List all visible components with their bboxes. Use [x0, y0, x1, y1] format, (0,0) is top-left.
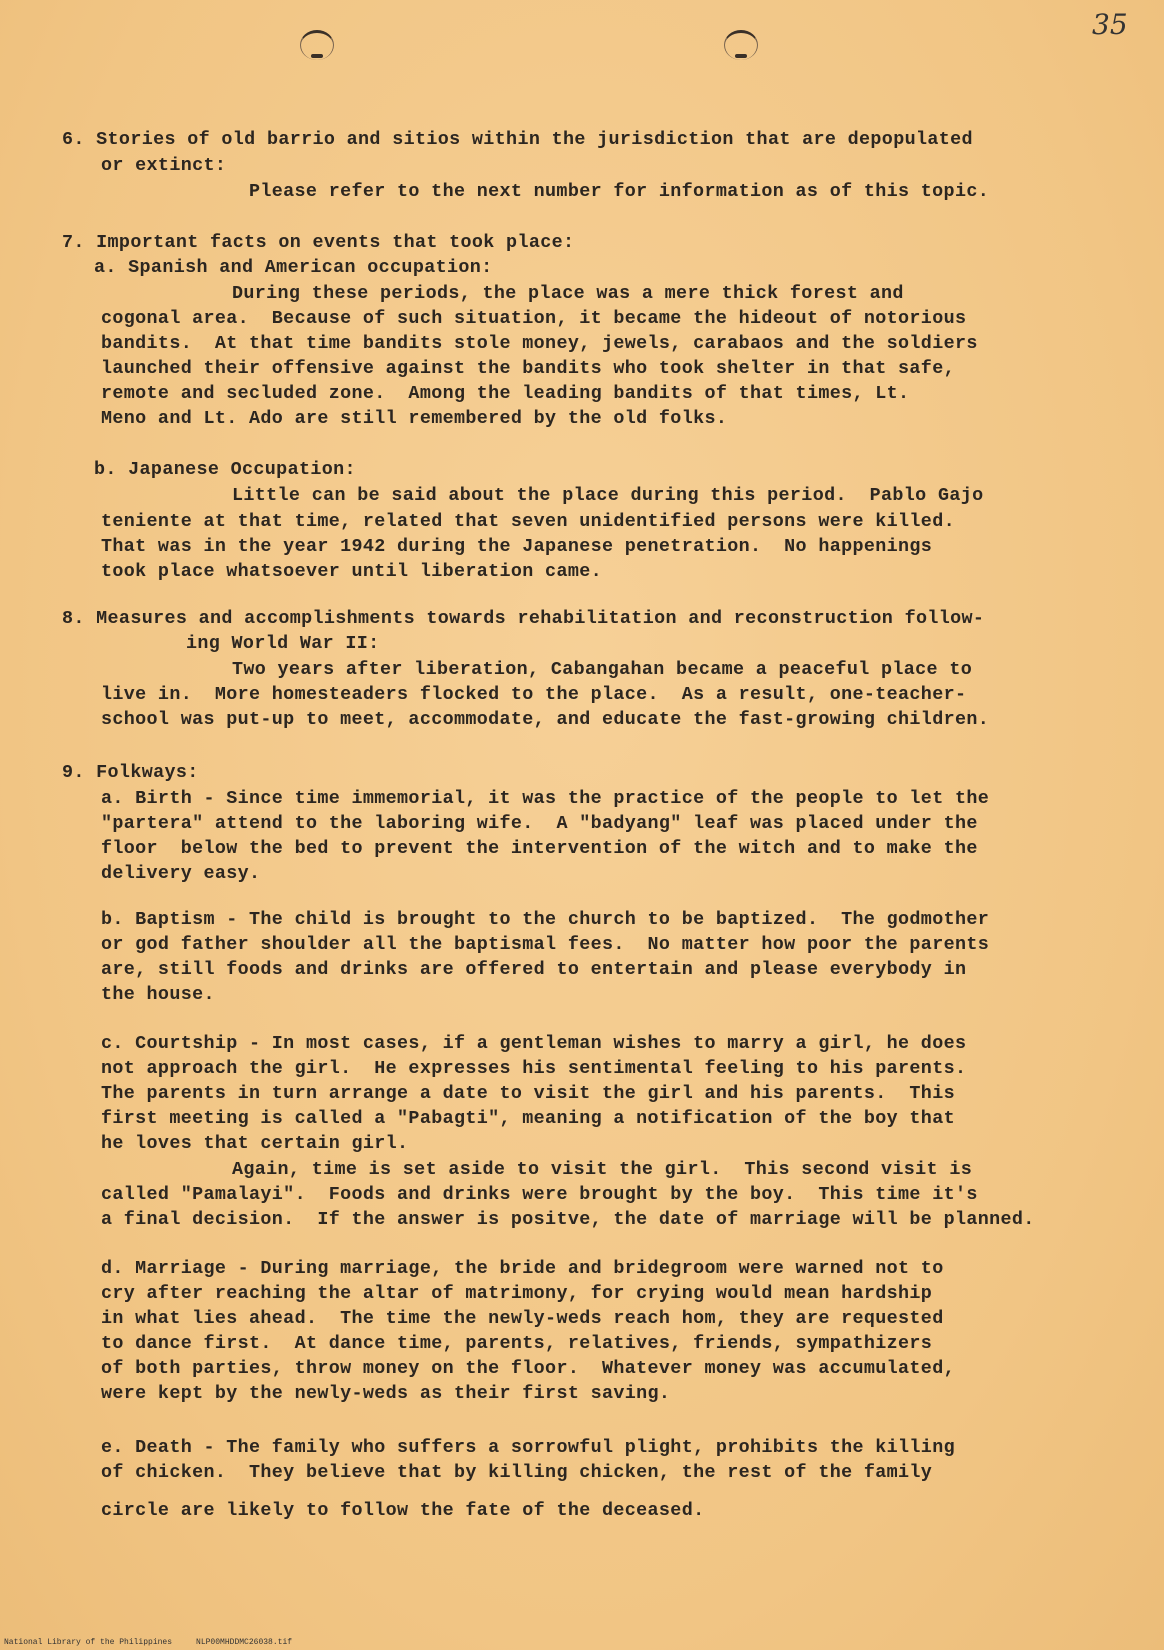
text-line: called "Pamalayi". Foods and drinks were brought by the boy. This time it's	[101, 1184, 978, 1205]
punch-hole	[300, 30, 334, 60]
text-line: a. Birth - Since time immemorial, it was the practice of the people to let the	[101, 788, 990, 809]
text-line: live in. More homesteaders flocked to the place. As a result, one-teacher-	[101, 684, 967, 705]
text-line: Little can be said about the place during this period. Pablo Gajo	[232, 485, 984, 506]
archive-footer: National Library of the Philippines NLP00MHDDMC26038.tif	[4, 1638, 293, 1647]
text-line: b. Japanese Occupation:	[94, 459, 356, 480]
text-line: e. Death - The family who suffers a sorrowful plight, prohibits the killing	[101, 1437, 955, 1458]
text-line: floor below the bed to prevent the intervention of the witch and to make the	[101, 838, 978, 859]
text-line: bandits. At that time bandits stole money, jewels, carabaos and the soldiers	[101, 333, 978, 354]
text-line: ing World War II:	[186, 633, 380, 654]
text-line: of both parties, throw money on the floor. Whatever money was accumulated,	[101, 1358, 955, 1379]
text-line: b. Baptism - The child is brought to the church to be baptized. The godmother	[101, 909, 990, 930]
text-line: to dance first. At dance time, parents, relatives, friends, sympathizers	[101, 1333, 933, 1354]
text-line: 7. Important facts on events that took place:	[62, 232, 575, 253]
text-line: were kept by the newly-weds as their first saving.	[101, 1383, 671, 1404]
text-line: Two years after liberation, Cabangahan became a peaceful place to	[232, 659, 973, 680]
punch-hole	[724, 30, 758, 60]
text-line: During these periods, the place was a mere thick forest and	[232, 283, 904, 304]
text-line: are, still foods and drinks are offered to entertain and please everybody in	[101, 959, 967, 980]
text-line: teniente at that time, related that seven unidentified persons were killed.	[101, 511, 955, 532]
text-line: first meeting is called a "Pabagti", meaning a notification of the boy that	[101, 1108, 955, 1129]
text-line: Again, time is set aside to visit the girl. This second visit is	[232, 1159, 973, 1180]
text-line: or extinct:	[101, 155, 227, 176]
text-line: Meno and Lt. Ado are still remembered by the old folks.	[101, 408, 728, 429]
text-line: 6. Stories of old barrio and sitios within the jurisdiction that are depopulated	[62, 129, 973, 150]
text-line: launched their offensive against the bandits who took shelter in that safe,	[101, 358, 955, 379]
text-line: 9. Folkways:	[62, 762, 199, 783]
text-line: school was put-up to meet, accommodate, and educate the fast-growing children.	[101, 709, 990, 730]
text-line: took place whatsoever until liberation came.	[101, 561, 602, 582]
text-line: Please refer to the next number for information as of this topic.	[249, 181, 990, 202]
text-line: circle are likely to follow the fate of the deceased.	[101, 1500, 705, 1521]
text-line: a. Spanish and American occupation:	[94, 257, 493, 278]
text-line: cry after reaching the altar of matrimony, for crying would mean hardship	[101, 1283, 933, 1304]
text-line: the house.	[101, 984, 215, 1005]
text-line: he loves that certain girl.	[101, 1133, 409, 1154]
page-number: 35	[1092, 8, 1128, 41]
text-line: That was in the year 1942 during the Japanese penetration. No happenings	[101, 536, 933, 557]
text-line: d. Marriage - During marriage, the bride and bridegroom were warned not to	[101, 1258, 944, 1279]
text-line: cogonal area. Because of such situation, it became the hideout of notorious	[101, 308, 967, 329]
text-line: in what lies ahead. The time the newly-weds reach hom, they are requested	[101, 1308, 944, 1329]
text-line: The parents in turn arrange a date to visit the girl and his parents. This	[101, 1083, 955, 1104]
text-line: 8. Measures and accomplishments towards rehabilitation and reconstruction follow-	[62, 608, 985, 629]
text-line: not approach the girl. He expresses his sentimental feeling to his parents.	[101, 1058, 967, 1079]
text-line: remote and secluded zone. Among the leading bandits of that times, Lt.	[101, 383, 910, 404]
text-line: "partera" attend to the laboring wife. A "badyang" leaf was placed under the	[101, 813, 978, 834]
text-line: c. Courtship - In most cases, if a gentleman wishes to marry a girl, he does	[101, 1033, 967, 1054]
text-line: of chicken. They believe that by killing chicken, the rest of the family	[101, 1462, 933, 1483]
text-line: or god father shoulder all the baptismal fees. No matter how poor the parents	[101, 934, 990, 955]
text-line: delivery easy.	[101, 863, 261, 884]
text-line: a final decision. If the answer is positve, the date of marriage will be planned.	[101, 1209, 1035, 1230]
